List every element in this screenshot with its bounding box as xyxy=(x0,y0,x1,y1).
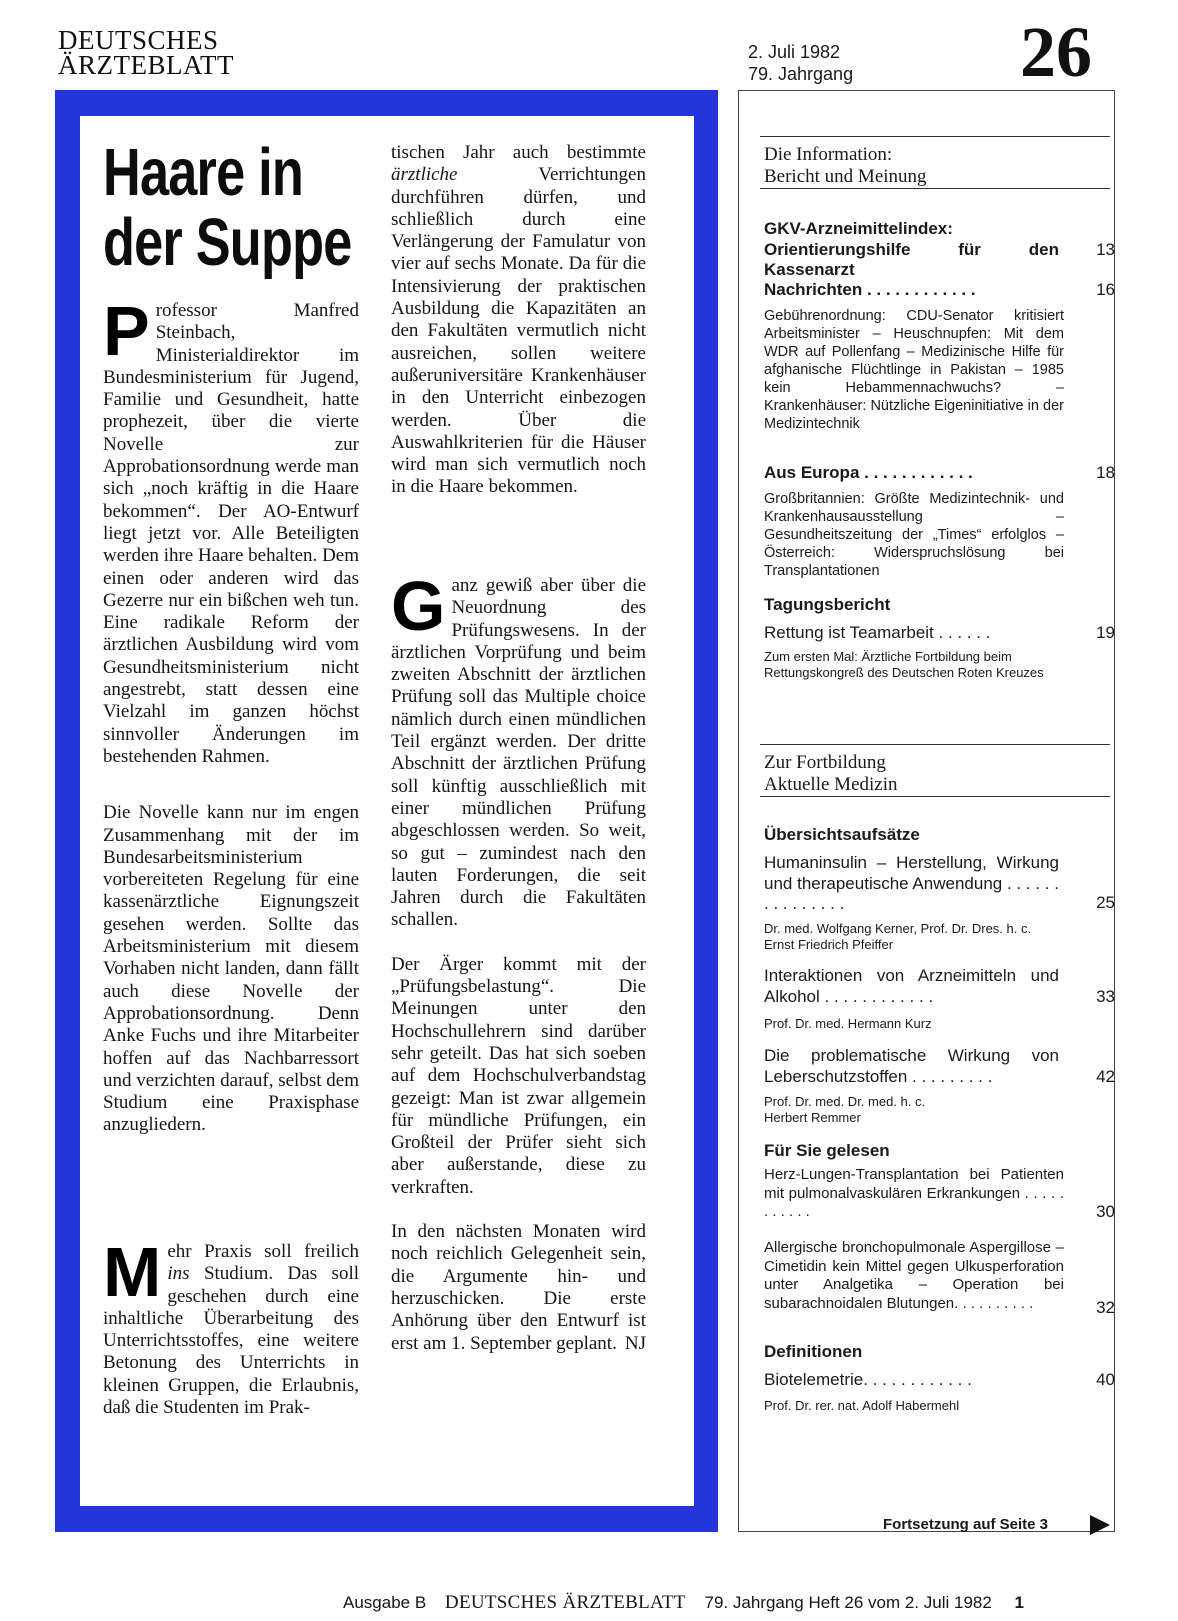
toc-entry-aus-europa[interactable] xyxy=(764,463,1059,484)
toc-entry-description: Gebührenordnung: CDU-Senator kritisiert Arbeitsminister – Heuschnupfen: Mit dem WDR auf Pollenfang – Medizinische Hilfe für afghanische Flüchtlinge in Pakistan – 1985 kein Hebammennachwuchs? – Krankenhäuser: Nützliche Eigeninitiative in der Medizintechnik xyxy=(764,308,1064,432)
toc-category-uebersichtsaufsaetze: Übersichtsaufsätze xyxy=(764,825,920,844)
toc-entry-title: Herz-Lungen-Transplantation bei Patienten mit pulmonalvaskulären Erkrankungen . . . . . . . . . . . xyxy=(764,1166,1064,1220)
issue-date: 2. Juli 1982 xyxy=(748,42,841,62)
toc-page-number: 30 xyxy=(1096,1202,1115,1221)
issue-volume: 79. Jahrgang xyxy=(748,64,854,84)
toc-page-number: 40 xyxy=(1096,1370,1115,1389)
editorial-column-2 xyxy=(391,142,646,499)
page-footer xyxy=(343,1592,1024,1614)
toc-entry-herz-lungen[interactable] xyxy=(764,1166,1064,1222)
divider xyxy=(760,188,1110,189)
paragraph-text: Studium. Das soll geschehen durch eine inhaltliche Überarbeitung des Unterrichtsstoffes, eine weitere Betonung des Unterrichts in kleinen Gruppen, die Erlaubnis, daß die Studenten im Prak- xyxy=(103,1263,359,1419)
toc-entry-title: Interaktionen von Arzneimitteln und Alkohol . . . . . . . . . . . . xyxy=(764,966,1059,1006)
toc-entry-leberschutz[interactable] xyxy=(764,1046,1059,1087)
footer-page-number: 1 xyxy=(1014,1593,1025,1612)
paragraph xyxy=(391,954,646,1199)
masthead-line2: ÄRZTEBLATT xyxy=(58,50,234,80)
editorial-headline xyxy=(103,135,352,280)
toc-entry-humaninsulin[interactable] xyxy=(764,853,1059,915)
toc-entry-author: Dr. med. Wolfgang Kerner, Prof. Dr. Dres. h. c. Ernst Friedrich Pfeiffer xyxy=(764,921,1032,952)
paragraph xyxy=(103,1233,359,1419)
toc-category-fuer-sie-gelesen: Für Sie gelesen xyxy=(764,1141,890,1160)
footer-brand: DEUTSCHES ÄRZTEBLATT xyxy=(444,1592,686,1613)
author-line: Prof. Dr. med. Dr. med. h. c. xyxy=(764,1094,926,1109)
toc-page-number: 16 xyxy=(1096,280,1115,299)
paragraph-text: tischen Jahr auch bestimmte xyxy=(391,142,646,163)
paragraph-text: ehr Praxis soll freilich xyxy=(167,1241,359,1262)
footer-issue-info: 79. Jahrgang Heft 26 vom 2. Juli 1982 xyxy=(704,1593,992,1612)
toc-entry-title: Nachrichten . . . . . . . . . . . . xyxy=(764,280,976,299)
author-line: Herbert Remmer xyxy=(764,1110,861,1125)
toc-entry-author: Prof. Dr. rer. nat. Adolf Habermehl xyxy=(764,1398,960,1413)
arrow-right-icon xyxy=(1090,1515,1110,1535)
masthead-logo xyxy=(58,25,234,80)
author-signature: NJ xyxy=(624,1332,646,1354)
toc-section-fortbildung xyxy=(764,752,1104,796)
toc-entry-title: Humaninsulin – Herstellung, Wirkung und therapeutische Anwendung . . . . . . . . . . . . . . . xyxy=(764,853,1059,913)
divider xyxy=(760,744,1110,745)
toc-entry-title: Rettung ist Teamarbeit . . . . . . xyxy=(764,623,991,642)
editorial-column-2-lower xyxy=(391,567,646,1355)
headline-line1: Haare in xyxy=(103,135,303,210)
toc-entry-biotelemetrie[interactable] xyxy=(764,1370,1059,1391)
continue-link[interactable]: Fortsetzung auf Seite 3 xyxy=(883,1516,1049,1533)
section-title-line: Zur Fortbildung xyxy=(764,752,886,773)
toc-page-number: 19 xyxy=(1096,623,1115,642)
issue-number: 26 xyxy=(1020,12,1092,92)
toc-page-number: 32 xyxy=(1096,1298,1115,1317)
divider xyxy=(760,796,1110,797)
drop-cap: M xyxy=(103,1233,162,1311)
paragraph xyxy=(391,567,646,932)
toc-page-number: 25 xyxy=(1096,893,1115,912)
section-title-line: Die Information: xyxy=(764,144,893,165)
toc-page-number: 33 xyxy=(1096,987,1115,1006)
paragraph-text: In den nächsten Monaten wird noch reichlich Gelegenheit sein, die Argumente hin- und herzuschicken. Die erste Anhörung über den Entwurf ist erst am 1. September geplant. xyxy=(391,1221,646,1354)
italic-word: ärztliche xyxy=(391,164,458,186)
toc-page-number: 42 xyxy=(1096,1067,1115,1086)
toc-entry-title: Allergische bronchopulmonale Aspergillose – Cimetidin kein Mittel gegen Ulkusperforation unter Analgetika – Operation bei subarachnoidalen Blutungen. . . . . . . . . . xyxy=(764,1239,1064,1312)
headline-line2: der Suppe xyxy=(103,205,352,280)
divider xyxy=(760,136,1110,137)
paragraph-text: Die Novelle kann nur im engen Zusammenhang mit der im Bundesarbeitsministerium vorbereiteten Regelung für eine kassenärztliche Eignungszeit gesehen werden. Sollte das Arbeitsministerium mit diesem Vorhaben nicht landen, dann fällt auch diese Novelle der Approbationsordnung. Denn Anke Fuchs und ihre Mitarbeiter hoffen auf das Nachbarressort und verzichten darauf, selbst dem Studium eine Praxisphase anzugliedern. xyxy=(103,802,359,1136)
toc-entry-author: Prof. Dr. med. Hermann Kurz xyxy=(764,1016,932,1031)
toc-entry-nachrichten[interactable] xyxy=(764,280,1059,301)
paragraph xyxy=(103,802,359,1136)
toc-entry-rettung[interactable] xyxy=(764,623,1059,644)
section-title-line: Aktuelle Medizin xyxy=(764,774,898,795)
toc-entry-description: Zum ersten Mal: Ärztliche Fortbildung beim Rettungskongreß des Deutschen Roten Kreuzes xyxy=(764,649,1044,680)
toc-category-tagungsbericht: Tagungsbericht xyxy=(764,595,891,614)
editorial-column-1 xyxy=(103,292,359,1137)
footer-edition: Ausgabe B xyxy=(343,1593,427,1612)
italic-word: ins xyxy=(167,1263,190,1285)
drop-cap: P xyxy=(103,292,150,370)
toc-entry-title: Biotelemetrie. . . . . . . . . . . . xyxy=(764,1370,972,1389)
toc-page-number: 18 xyxy=(1096,463,1115,482)
toc-entry-title: Die problematische Wirkung von Leberschutzstoffen . . . . . . . . . xyxy=(764,1046,1059,1086)
paragraph xyxy=(391,142,646,499)
issue-meta xyxy=(748,41,853,85)
paragraph xyxy=(391,1221,646,1355)
toc-entry-description: Großbritannien: Größte Medizintechnik- und Krankenhausausstellung – Gesundheitszeitung der „Times“ erfolglos – Österreich: Widerspruchslösung bei Transplantationen xyxy=(764,491,1064,579)
masthead-line1: DEUTSCHES xyxy=(58,25,219,55)
toc-section-information xyxy=(764,144,1104,188)
toc-entry-interaktionen[interactable] xyxy=(764,966,1059,1007)
toc-page-number: 13 xyxy=(1096,240,1115,259)
paragraph-text: rofessor Manfred Steinbach, Ministerialdirektor im Bundesministerium für Jugend, Familie und Gesundheit, hatte prophezeit, über die vierte Novelle zur Approbationsordnung werde man sich „noch kräftig in die Haare bekommen“. Der AO-Entwurf liegt jetzt vor. Alle Beteiligten werden ihre Haare behalten. Dem einen oder anderen wird das Gezerre nur ein bißchen weh tun. Eine radikale Reform der ärztlichen Ausbildung wird vom Gesundheitsministerium nicht angestrebt, statt dessen eine Vielzahl im ganzen höchst sinnvoller Änderungen im bestehenden Rahmen. xyxy=(103,300,359,767)
paragraph-text: Verrichtungen durchführen dürfen, und schließlich durch eine Verlängerung der Famulatur von vier auf sechs Monate. Da für die Intensivierung der praktischen Ausbildung die Kapazitäten an den Fakultäten vermutlich nicht ausreichen, sollen weitere außeruniversitäre Krankenhäuser in den Unterricht einbezogen werden. Über die Auswahlkriterien für die Häuser wird man sich vermutlich noch in die Haare bekommen. xyxy=(391,164,646,498)
toc-category-definitionen: Definitionen xyxy=(764,1342,863,1361)
toc-entry-title: GKV-Arzneimittelindex: Orientierungshilfe für den Kassenarzt xyxy=(764,219,1059,279)
section-title-line: Bericht und Meinung xyxy=(764,166,927,187)
toc-entry-aspergillose[interactable] xyxy=(764,1239,1064,1313)
toc-entry-gkv[interactable] xyxy=(764,219,1059,281)
paragraph-text: anz gewiß aber über die Neuordnung des Prüfungswesens. In der ärztlichen Vorprüfung und beim zweiten Abschnitt der ärztlichen Prüfung soll das Multiple choice nämlich durch einen mündlichen Teil ergänzt werden. Der dritte Abschnitt der ärztlichen Prüfung soll künftig ausschließlich mit einer mündlichen Prüfung abgeschlossen werden. So weit, so gut – zumindest nach den lauten Forderungen, die seit Jahren durch die Fakultäten schallen. xyxy=(391,575,646,931)
paragraph-text: Der Ärger kommt mit der „Prüfungsbelastung“. Die Meinungen unter den Hochschullehrern sind darüber sehr geteilt. Das hat sich soeben auf dem Hochschulverbandstag gezeigt: Man ist zwar allgemein für mündliche Prüfungen, ein Großteil der Prüfer sieht sich aber außerstande, diese zu verkraften. xyxy=(391,953,646,1198)
toc-entry-author xyxy=(764,1094,1064,1126)
editorial-column-1-lower xyxy=(103,1233,359,1419)
paragraph xyxy=(103,292,359,768)
drop-cap: G xyxy=(391,567,446,645)
toc-entry-title: Aus Europa . . . . . . . . . . . . xyxy=(764,463,973,482)
